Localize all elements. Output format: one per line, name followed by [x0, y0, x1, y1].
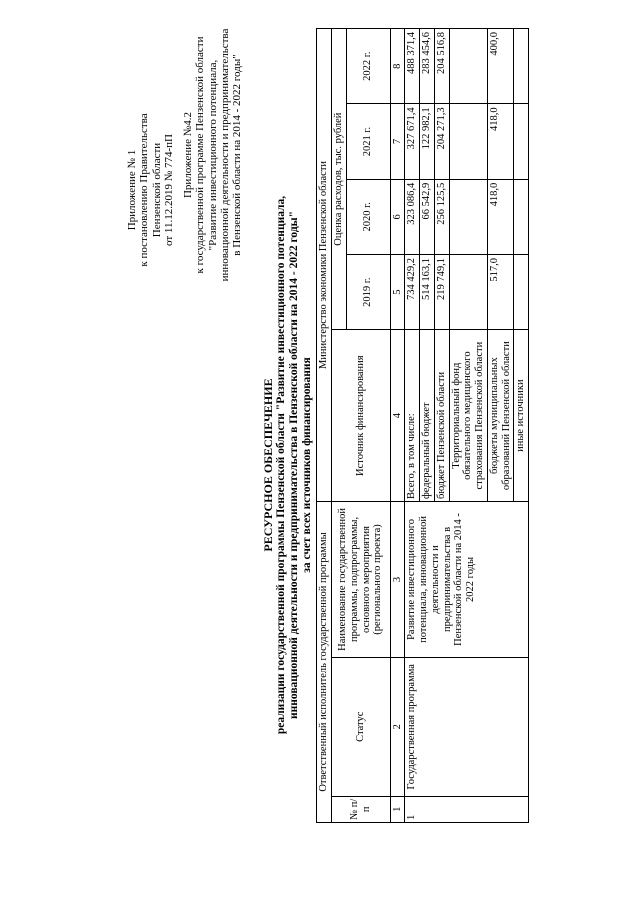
appendix-2-line-4: инновационной деятельности и предпринимательства	[218, 28, 231, 282]
column-number-row	[390, 29, 405, 823]
header-no: № п/п	[331, 796, 390, 822]
value-medical-2021	[449, 104, 487, 179]
column-number-1: 1	[390, 796, 405, 822]
appendix-1-line-3: Пензенской области	[150, 142, 163, 238]
title-line-1: РЕСУРСНОЕ ОБЕСПЕЧЕНИЕ	[261, 378, 275, 552]
row-number: 1	[405, 796, 529, 822]
resource-table	[316, 28, 529, 823]
document-title	[262, 115, 314, 815]
value-other-2021	[514, 104, 529, 179]
responsible-value: Министерство экономики Пензенской области	[317, 29, 332, 502]
value-municipal-2020: 418,0	[487, 179, 514, 254]
row-status: Государственная программа	[405, 657, 529, 796]
value-total-2021: 327 671,4	[405, 104, 420, 179]
source-label-medical-fund: Территориальный фонд обязательного медицинского страхования Пензенской области	[449, 330, 487, 502]
header-name: Наименование государственной программы, подпрограммы, основного мероприятия (регионального проекта)	[331, 502, 390, 658]
responsible-label: Ответственный исполнитель государственной программы	[317, 502, 332, 823]
source-label-federal: федеральный бюджет	[420, 330, 435, 502]
value-federal-2020: 66 542,9	[420, 179, 435, 254]
header-year-2021: 2021 г.	[346, 104, 390, 179]
source-label-regional: бюджет Пензенской области	[434, 330, 449, 502]
column-number-7: 7	[390, 104, 405, 179]
value-other-2022	[514, 29, 529, 104]
header-row-1	[331, 29, 346, 823]
value-federal-2021: 122 982,1	[420, 104, 435, 179]
appendix-1-line-2: к постановлению Правительства	[138, 113, 151, 267]
value-medical-2022	[449, 29, 487, 104]
column-number-3: 3	[390, 502, 405, 658]
appendix-2-line-3: "Развитие инвестиционного потенциала,	[206, 59, 219, 251]
value-total-2020: 323 086,4	[405, 179, 420, 254]
appendix-2-line-1: Приложение №4.2	[182, 111, 194, 199]
row-program-name: Развитие инвестиционного потенциала, инновационной деятельности и предпринимательства в Пензенской области на 2014 - 2022 годы	[405, 502, 529, 658]
appendix-1-block	[126, 70, 175, 310]
value-other-2019	[514, 254, 529, 329]
value-federal-2019: 514 163,1	[420, 254, 435, 329]
value-medical-2019	[449, 254, 487, 329]
column-number-8: 8	[390, 29, 405, 104]
value-regional-2019: 219 749,1	[434, 254, 449, 329]
value-regional-2020: 256 125,5	[434, 179, 449, 254]
column-number-5: 5	[390, 254, 405, 329]
appendix-1-line-4: от 11.12.2019 № 774-пП	[162, 134, 175, 246]
header-year-2022: 2022 г.	[346, 29, 390, 104]
table-row	[405, 29, 420, 823]
value-municipal-2021: 418,0	[487, 104, 514, 179]
header-source: Источник финансирования	[331, 330, 390, 502]
header-status: Статус	[331, 657, 390, 796]
column-number-6: 6	[390, 179, 405, 254]
source-label-total: Всего, в том числе:	[405, 330, 420, 502]
header-year-2020: 2020 г.	[346, 179, 390, 254]
header-year-2019: 2019 г.	[346, 254, 390, 329]
header-estimate: Оценка расходов, тыс. рублей	[331, 29, 346, 330]
value-total-2022: 488 371,4	[405, 29, 420, 104]
source-label-other: иные источники	[514, 330, 529, 502]
value-municipal-2022: 400,0	[487, 29, 514, 104]
value-regional-2021: 204 271,3	[434, 104, 449, 179]
appendix-2-line-2: к государственной программе Пензенской области	[194, 36, 207, 274]
value-municipal-2019: 517,0	[487, 254, 514, 329]
responsible-row	[317, 29, 332, 823]
value-federal-2022: 283 454,6	[420, 29, 435, 104]
title-line-2: реализации государственной программы Пензенской области "Развитие инвестиционного потенциала,	[275, 195, 288, 735]
value-regional-2022: 204 516,8	[434, 29, 449, 104]
appendix-2-block	[182, 0, 244, 315]
column-number-2: 2	[390, 657, 405, 796]
value-other-2020	[514, 179, 529, 254]
source-label-municipal: бюджеты муниципальных образований Пензенской области	[487, 330, 514, 502]
appendix-2-line-5: в Пензенской области на 2014 - 2022 годы"	[231, 54, 244, 256]
column-number-4: 4	[390, 330, 405, 502]
value-total-2019: 734 429,2	[405, 254, 420, 329]
title-line-4: за счет всех источников финансирования	[301, 357, 314, 573]
appendix-1-line-1: Приложение № 1	[126, 149, 138, 231]
value-medical-2020	[449, 179, 487, 254]
title-line-3: инновационной деятельности и предпринимательства в Пензенской области на 2014 - 2022 годы"	[288, 211, 301, 719]
